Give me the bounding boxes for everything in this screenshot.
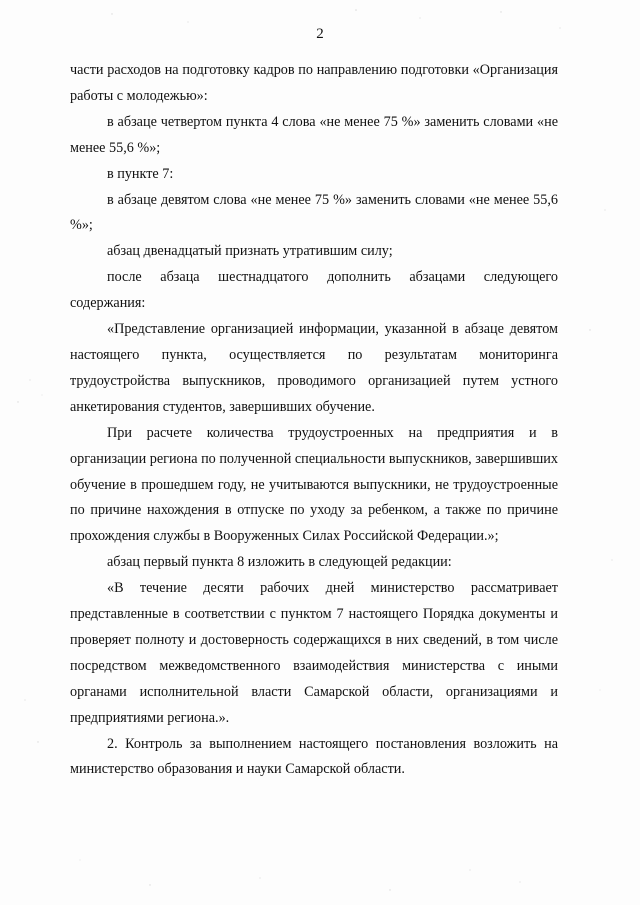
paragraph: абзац первый пункта 8 изложить в следующей редакции: [107,554,452,571]
paragraph: При расчете количества трудоустроенных на предприятия и в организации региона по полученной специальности выпускников, завершивших обучение в прошедшем году, не учитываются выпускники, не трудоустроенные по причине нахождения в отпуске по уходу за ребенком, а также по причине прохождения службы в Вооруженных Силах Российской Федерации.»; [70,424,558,545]
paragraph: абзац двенадцатый признать утратившим силу; [107,243,393,260]
paragraph: после абзаца шестнадцатого дополнить абзацами следующего содержания: [70,269,558,312]
paragraph: в абзаце девятом слова «не менее 75 %» заменить словами «не менее 55,6 %»; [70,191,558,234]
paragraph: 2. Контроль за выполнением настоящего постановления возложить на министерство образования и науки Самарской области. [70,735,558,778]
paragraph: «Представление организацией информации, указанной в абзаце девятом настоящего пункта, осуществляется по результатам мониторинга трудоустройства выпускников, проводимого организацией путем устного анкетирования студентов, завершивших обучение. [70,321,558,415]
paragraph: части расходов на подготовку кадров по направлению подготовки «Организация работы с молодежью»: [70,62,558,104]
paragraph: в пункте 7: [107,165,174,182]
page-number: 2 [316,26,324,42]
paragraph: «В течение десяти рабочих дней министерство рассматривает представленные в соответствии с пунктом 7 настоящего Порядка документы и проверяет полноту и достоверность содержащихся в них сведений, в том числе посредством межведомственного взаимодействия министерства с иными органами исполнительной власти Самарской области, организациями и предприятиями региона.». [70,580,558,726]
document-body [70,58,558,783]
paragraph: в абзаце четвертом пункта 4 слова «не менее 75 %» заменить словами «не менее 55,6 %»; [70,113,558,156]
